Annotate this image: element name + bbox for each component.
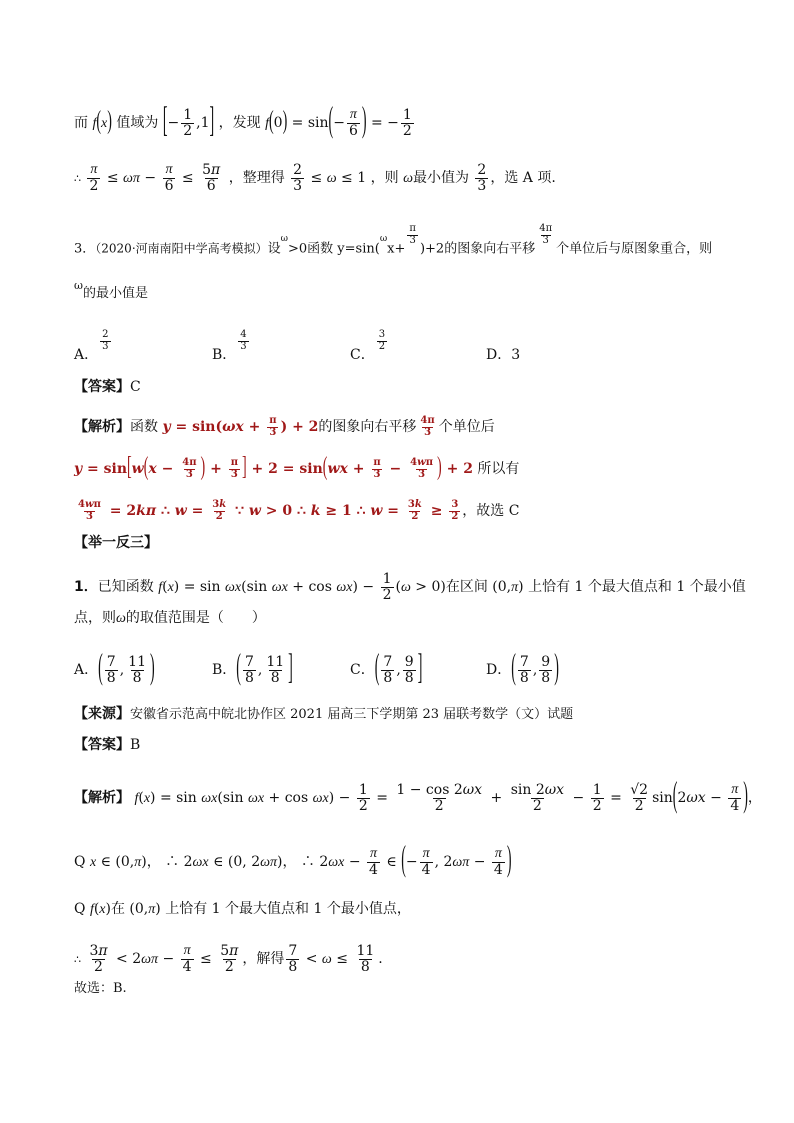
fraction: $\frac{4}{3}$	[240, 329, 247, 352]
paren: (	[96, 107, 102, 137]
math: ω	[116, 611, 126, 626]
analysis-ex1-line3: Q f(x)在 (0,π) 上恰有 1 个最大值点和 1 个最小值点，	[74, 901, 411, 917]
math: x	[167, 580, 174, 596]
example-1-line1: 1．已知函数 f(x) = sin ωx(sin ωx + cos ωx) − $\frac{1}{2}$ (ω > 0)在区间 (0,π) 上恰有 1 个最大值点和 1 个最小值	[74, 571, 746, 603]
option-label: C．	[350, 662, 375, 679]
fraction: $\frac{7}{8}$	[244, 654, 254, 686]
answer-value: B	[130, 737, 141, 753]
math: ω	[400, 580, 411, 596]
text: 最小值为	[412, 170, 469, 187]
fraction: $\frac{1}{2}$	[358, 782, 368, 814]
option-label: D．	[486, 662, 512, 679]
answer-q3	[74, 380, 141, 394]
fraction: $\frac{\pi}{4}$	[493, 846, 503, 878]
fraction: $\frac{3}{2}$	[451, 499, 459, 522]
fraction: $\frac{1}{2}$	[382, 571, 392, 603]
q3-option-b[interactable]	[212, 329, 251, 366]
paren: )	[282, 107, 288, 137]
fraction: $\frac{2}{3}$	[102, 329, 109, 352]
fraction: $\frac{5\pi}{6}$	[202, 162, 221, 194]
answer-label: 【答案】	[74, 737, 130, 753]
fraction: $\frac{\pi}{4}$	[182, 943, 192, 975]
text: 的取值范围是（ ）	[125, 610, 266, 626]
paren: (	[328, 102, 334, 142]
fraction: $\frac{\sin 2\omega x}{2}$	[510, 782, 565, 814]
omega: ω	[74, 279, 83, 292]
fraction: $\frac{7}{8}$	[288, 943, 298, 975]
paren: )	[107, 107, 112, 137]
line-range-statement: 而 f(x) 值域为 [− $\frac{1}{2}$ ,1] ，发现 f(0) = sin(− $\frac{\pi}{6}$ ) = − $\frac{1}{2}$	[74, 102, 412, 142]
fraction: $\frac{5\pi}{2}$	[220, 943, 239, 975]
analysis-q3-line1	[74, 416, 495, 438]
fraction: $\frac{3\pi}{2}$	[89, 943, 108, 975]
fraction: $\frac{2}{3}$	[293, 162, 303, 194]
text: 而	[74, 115, 88, 132]
fraction: $\frac{\pi}{6}$	[348, 107, 358, 139]
answer-ex1	[74, 738, 140, 752]
math-fx: f	[92, 116, 97, 132]
formula: y = sin(ωx + $\frac{\pi}{3}$ ) + 2	[162, 415, 319, 438]
fraction: $\frac{4w\pi}{3}$	[410, 457, 434, 480]
fraction: $\frac{4w\pi}{3}$	[78, 499, 101, 522]
text: ，故选 C	[462, 503, 520, 519]
fraction: $\frac{9}{8}$	[541, 654, 551, 686]
analysis-label: 【解析】	[74, 790, 130, 807]
fraction: $\frac{\pi}{2}$	[89, 162, 99, 194]
question-source: （2020·河南南阳中学高考模拟）	[95, 241, 268, 256]
question-3-line2	[74, 279, 148, 301]
text: 的最小值是	[82, 286, 148, 301]
ex1-option-a[interactable]: A．( $\frac{7}{8}$ , $\frac{11}{8}$ )	[74, 649, 155, 689]
formula: $\frac{4w\pi}{3}$ = 2kπ ∴ w = $\frac{3k}{2}$ ∵ w > 0 ∴ k ≥ 1 ∴ w = $\frac{3k}{2}$ ≥ $\frac{3}{2}$	[78, 499, 459, 522]
fraction: $\frac{11}{8}$	[356, 943, 375, 975]
question-number: 3．	[74, 241, 96, 257]
ex1-option-b[interactable]: B．( $\frac{7}{8}$ , $\frac{11}{8}$ ]	[212, 649, 293, 689]
analysis-ex1-conclusion	[74, 982, 127, 995]
fraction: $\frac{1}{2}$	[183, 107, 193, 139]
omega: ω	[280, 233, 288, 244]
text: ，	[146, 854, 161, 871]
option-label: B．	[212, 662, 237, 679]
bracket: [	[162, 102, 168, 142]
fraction: $\frac{3k}{2}$	[407, 499, 422, 522]
fraction: $\frac{1}{2}$	[402, 107, 412, 139]
answer-value: C	[130, 379, 141, 395]
question-3-line1	[74, 223, 713, 260]
option-label: C．	[350, 347, 375, 363]
fraction: $\frac{11}{8}$	[266, 654, 285, 686]
text: )+2的图象向右平移	[419, 241, 536, 257]
text: 的图象向右平移	[318, 419, 417, 435]
fraction: $\frac{\pi}{4}$	[369, 846, 378, 878]
fraction: $\frac{11}{8}$	[128, 654, 146, 686]
fraction: $\frac{7}{8}$	[383, 654, 393, 686]
fraction: $\frac{√2}{2}$	[630, 782, 649, 814]
text: x+	[387, 241, 406, 257]
fraction: $\frac{9}{8}$	[404, 654, 414, 686]
math: ωx	[271, 580, 288, 596]
analysis-ex1-line2: Q x ∈ (0,π)， ∴ 2ωx ∈ (0, 2ωπ)， ∴ 2ωx − $\frac{\pi}{4}$ ∈ (− $\frac{\pi}{4}$ , 2ωπ − $\frac{\pi}{4}$ )	[74, 841, 512, 881]
text: ，解得	[242, 951, 285, 968]
text: 点，则	[74, 610, 116, 626]
text: 设	[267, 241, 281, 257]
q3-option-a[interactable]	[74, 329, 113, 366]
math-var: x	[101, 116, 108, 132]
text: >0函数 y=sin(	[288, 241, 380, 257]
source-line	[74, 707, 573, 721]
fraction: $\frac{7}{8}$	[519, 654, 529, 686]
example-1-line2	[74, 611, 266, 626]
fraction: $\frac{\pi}{3}$	[230, 457, 239, 480]
analysis-q3-line3	[74, 500, 519, 522]
fraction: $\frac{\pi}{4}$	[421, 846, 431, 878]
question-number: 1．	[74, 579, 98, 596]
fraction: $\frac{4\pi}{3}$	[182, 457, 197, 480]
text: 在区间	[445, 579, 488, 596]
text: 所以有	[477, 461, 520, 477]
line-inequality: ∴ $\frac{\pi}{2}$ ≤ ωπ − $\frac{\pi}{6}$ ≤ $\frac{5\pi}{6}$ ，整理得 $\frac{2}{3}$ ≤ ω ≤ 1 ，则 ω最小值为 $\frac{2}{3}$ ，选 A 项.	[74, 162, 556, 194]
text: 函数	[130, 419, 158, 435]
therefore-symbol: ∴	[74, 172, 81, 186]
text: 已知函数	[97, 579, 154, 596]
section-title	[74, 536, 158, 550]
math-var: ωπ	[123, 171, 140, 187]
fraction: $\frac{\pi}{6}$	[164, 162, 174, 194]
fraction: $\frac{7}{8}$	[106, 654, 116, 686]
fraction: $\frac{1 - \cos 2\omega x}{2}$	[396, 782, 483, 814]
fraction: $\frac{2}{3}$	[477, 162, 487, 194]
analysis-ex1-line1: 【解析】 f(x) = sin ωx(sin ωx + cos ωx) − $\frac{1}{2}$ = $\frac{1 - \cos 2\omega x}{2}$ + $\frac{\sin 2\omega x}{2}$ − $\frac{1}{2}$ = $\frac{√2}{2}$ sin(2ωx − $\frac{\pi}{4}$ )，	[74, 777, 762, 817]
analysis-q3-line2	[74, 453, 520, 483]
fraction: $\frac{4\pi}{3}$	[420, 415, 435, 438]
text: 个单位后与原图象重合，则	[556, 241, 713, 257]
option-label: B．	[212, 347, 237, 363]
fraction: $\frac{3k}{2}$	[212, 499, 227, 522]
text: 上恰有 1 个最大值点和 1 个最小值点，	[165, 901, 411, 917]
answer-label: 【答案】	[74, 379, 130, 395]
bracket: ]	[209, 102, 215, 142]
analysis-ex1-line4: ∴ $\frac{3\pi}{2}$ < 2ωπ − $\frac{\pi}{4}$ ≤ $\frac{5\pi}{2}$ ，解得 $\frac{7}{8}$ < ω ≤ $\frac{11}{8}$ .	[74, 943, 383, 975]
option-label: A．	[74, 662, 99, 679]
math-var: ω	[403, 171, 413, 187]
fraction: $\frac{3}{2}$	[378, 329, 386, 352]
text: ，整理得	[228, 170, 285, 187]
text: ，	[747, 790, 762, 807]
fraction: $\frac{\pi}{4}$	[730, 782, 740, 814]
ex1-option-c[interactable]: C．( $\frac{7}{8}$ , $\frac{9}{8}$ ]	[350, 649, 423, 689]
ex1-option-d[interactable]: D．( $\frac{7}{8}$ , $\frac{9}{8}$ )	[486, 649, 559, 689]
text: ，发现	[218, 115, 261, 132]
text: 故选：B.	[74, 981, 127, 996]
fraction: $\frac{\pi}{3}$	[269, 415, 277, 438]
analysis-label: 【解析】	[74, 419, 130, 435]
option-label: D．3	[486, 347, 521, 363]
fraction: $\frac{4\pi}{3}$	[539, 223, 553, 246]
source-label: 【来源】	[74, 706, 130, 722]
text: 在	[110, 901, 125, 917]
paren: )	[361, 102, 367, 142]
option-label: A．	[74, 347, 99, 363]
fraction: $\frac{1}{2}$	[592, 782, 602, 814]
text: ，则	[370, 170, 399, 187]
text: ，选 A 项.	[490, 170, 556, 187]
text: 上恰有 1 个最大值点和 1 个最小值	[528, 579, 746, 596]
fraction: $\frac{\pi}{3}$	[409, 223, 416, 246]
omega: ω	[379, 233, 388, 244]
math: f	[158, 580, 163, 596]
math: ωx	[225, 580, 242, 596]
section-label: 【举一反三】	[74, 535, 158, 551]
math-var: ω	[326, 171, 337, 187]
q3-option-c[interactable]	[350, 329, 389, 366]
paren: (	[268, 107, 274, 137]
source-text: 安徽省示范高中皖北协作区 2021 届高三下学期第 23 届联考数学（文）试题	[130, 707, 574, 722]
q3-option-d[interactable]	[486, 344, 520, 364]
math-f: f	[265, 116, 269, 132]
fraction: $\frac{\pi}{3}$	[373, 457, 381, 480]
math: ωx	[336, 580, 353, 596]
text: 个单位后	[438, 419, 495, 435]
text: 值域为	[116, 115, 159, 132]
formula: y = sin[w(x − $\frac{4\pi}{3}$ ) + $\frac{\pi}{3}$ ] + 2 = sin(wx + $\frac{\pi}{3}$ − $\frac{4w\pi}{3}$ ) + 2	[74, 453, 473, 483]
